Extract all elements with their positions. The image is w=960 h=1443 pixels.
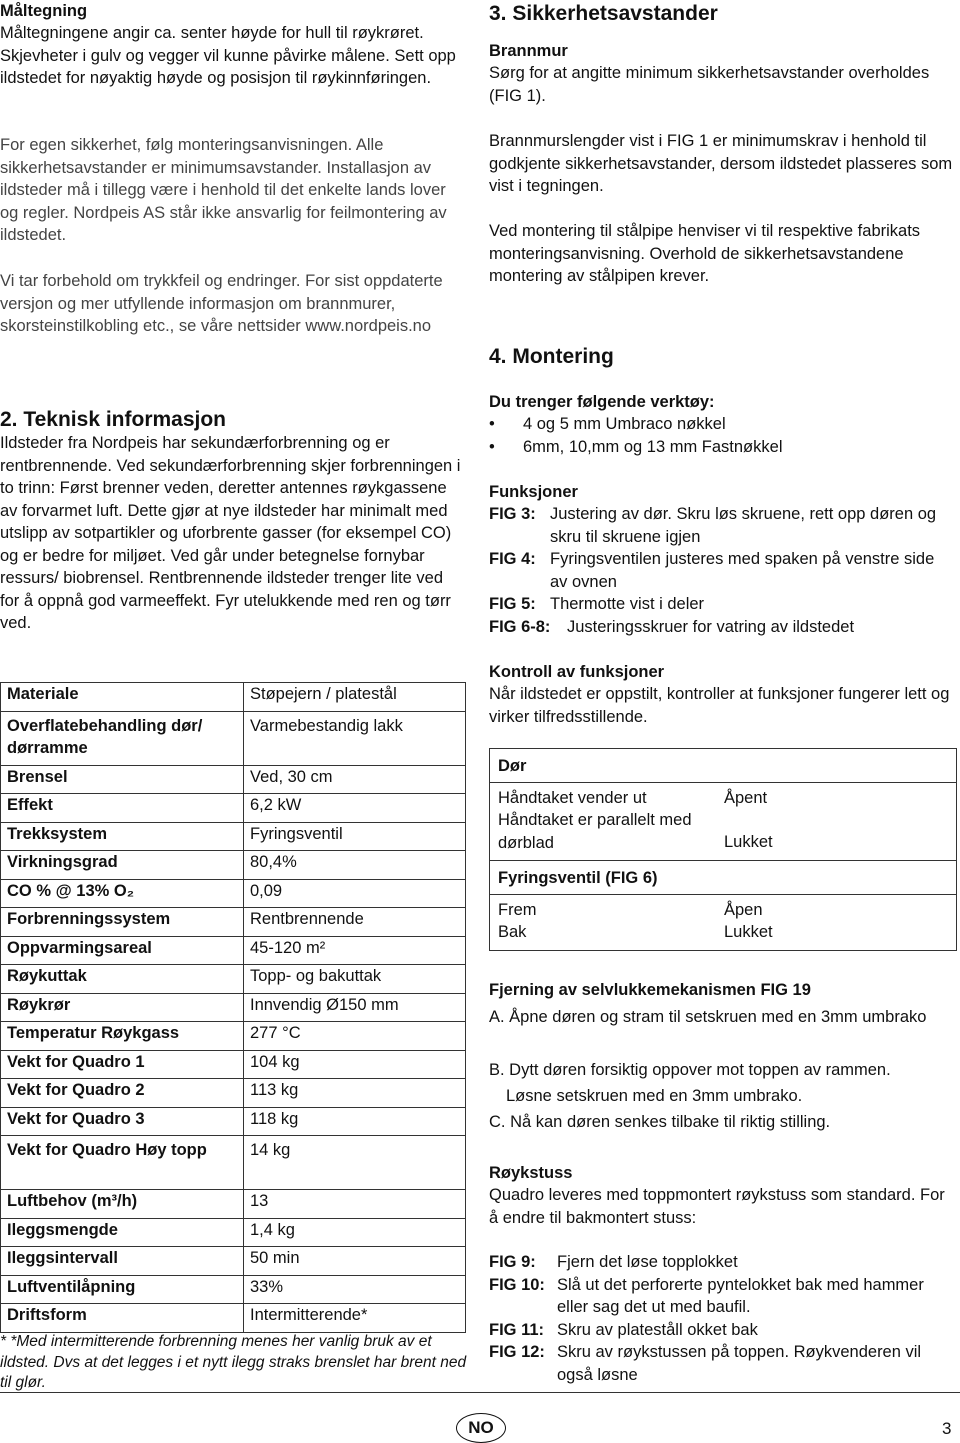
fjerning-a: A. Åpne døren og stram til setskruen med en 3mm umbrako bbox=[489, 1008, 927, 1026]
funksjoner-title: Funksjoner bbox=[489, 483, 578, 501]
valve-right-2: Lukket bbox=[724, 923, 773, 941]
tech-title: 2. Teknisk informasjon bbox=[0, 408, 227, 431]
spec-key: Temperatur Røykgass bbox=[1, 1022, 244, 1051]
door-right-1: Åpent bbox=[724, 788, 768, 807]
bullet-icon: • bbox=[489, 415, 495, 433]
spec-value: Varmebestandig lakk bbox=[244, 711, 466, 765]
royk-title: Røykstuss bbox=[489, 1164, 573, 1182]
reserve-text: Vi tar forbehold om trykkfeil og endringer. For sist oppdaterte versjon og mer utfyllende informasjon om brannmurer, skorsteinstilkobling etc., se våre nettsider www.nordpeis.no bbox=[0, 272, 443, 335]
table-row bbox=[1, 711, 466, 765]
spec-value: 118 kg bbox=[244, 1107, 466, 1136]
maaltegning-text: Måltegningene angir ca. senter høyde for hull til røykrøret. Skjevheter i gulv og vegger vil kunne påvirke målene. Sett opp ildstedet for nøyaktig høyde og posisjon til røykinnføringen. bbox=[0, 24, 456, 87]
table-row bbox=[1, 965, 466, 994]
spec-value: 113 kg bbox=[244, 1079, 466, 1108]
valve-right-1: Åpen bbox=[724, 900, 763, 919]
table-row bbox=[1, 794, 466, 823]
table-row bbox=[1, 1022, 466, 1051]
list-item: FIG 5: Thermotte vist i deler bbox=[489, 595, 705, 613]
list-item: FIG 4: Fyringsventilen justeres med spaken på venstre side av ovnen bbox=[489, 550, 935, 591]
spec-key: Driftsform bbox=[1, 1304, 244, 1333]
table-row bbox=[1, 683, 466, 712]
spec-key: Forbrenningssystem bbox=[1, 908, 244, 937]
table-row bbox=[1, 1275, 466, 1304]
spec-value: Fyringsventil bbox=[244, 822, 466, 851]
spec-value: 1,4 kg bbox=[244, 1218, 466, 1247]
spec-value: 45-120 m² bbox=[244, 936, 466, 965]
table-row bbox=[1, 1107, 466, 1136]
spec-key: Vekt for Quadro 1 bbox=[1, 1050, 244, 1079]
spec-value: 104 kg bbox=[244, 1050, 466, 1079]
table-row bbox=[1, 993, 466, 1022]
table-row bbox=[1, 1190, 466, 1219]
spec-key: Røykrør bbox=[1, 993, 244, 1022]
list-item: • 4 og 5 mm Umbraco nøkkel bbox=[489, 413, 954, 436]
spec-value: Innvendig Ø150 mm bbox=[244, 993, 466, 1022]
spec-key: Oppvarmingsareal bbox=[1, 936, 244, 965]
bullet-icon: • bbox=[489, 437, 495, 456]
spec-key: Trekksystem bbox=[1, 822, 244, 851]
table-row bbox=[1, 1079, 466, 1108]
spec-value: Intermitterende* bbox=[244, 1304, 466, 1333]
spec-value: Ved, 30 cm bbox=[244, 765, 466, 794]
table-row bbox=[1, 822, 466, 851]
list-item: • 6mm, 10,mm og 13 mm Fastnøkkel bbox=[489, 436, 954, 459]
valve-left-2: Bak bbox=[498, 923, 527, 941]
brannmur-title: Brannmur bbox=[489, 42, 568, 60]
list-item: FIG 11: Skru av plateståll okket bak bbox=[489, 1320, 758, 1339]
door-header: Dør bbox=[490, 749, 956, 783]
spec-key: CO % @ 13% O₂ bbox=[1, 879, 244, 908]
spec-key: Vekt for Quadro Høy topp bbox=[1, 1136, 244, 1190]
spec-value: 14 kg bbox=[244, 1136, 466, 1190]
spec-key: Ileggsintervall bbox=[1, 1247, 244, 1276]
table-row bbox=[1, 1218, 466, 1247]
list-item: FIG 9: Fjern det løse topplokket bbox=[489, 1253, 738, 1271]
spec-value: 50 min bbox=[244, 1247, 466, 1276]
tools-title: Du trenger følgende verktøy: bbox=[489, 393, 715, 411]
spec-key: Vekt for Quadro 2 bbox=[1, 1079, 244, 1108]
valve-header: Fyringsventil (FIG 6) bbox=[490, 861, 956, 895]
spec-value: 33% bbox=[244, 1275, 466, 1304]
spec-key: Luftbehov (m³/h) bbox=[1, 1190, 244, 1219]
list-item: FIG 10: Slå ut det perforerte pyntelokket bak med hammer eller sag det ut med baufil. bbox=[489, 1275, 924, 1316]
brannmur-text-3: Ved montering til stålpipe henviser vi til respektive fabrikats monteringsanvisning. Overhold de sikkerhetsavstandene montering av stålpipen krever. bbox=[489, 222, 921, 285]
table-row bbox=[1, 908, 466, 937]
fjerning-b: B. Dytt døren forsiktig oppover mot toppen av rammen. bbox=[489, 1061, 891, 1079]
fjerning-b2: Løsne setskruen med en 3mm umbrako. bbox=[506, 1087, 803, 1105]
footer-divider bbox=[0, 1392, 960, 1393]
spec-key: Overflatebehandling dør/ dørramme bbox=[1, 711, 244, 765]
kontroll-text: Når ildstedet er oppstilt, kontroller at funksjoner fungerer lett og virker tilfredsstillende. bbox=[489, 685, 950, 726]
spec-value: 13 bbox=[244, 1190, 466, 1219]
table-row bbox=[1, 879, 466, 908]
table-row bbox=[1, 936, 466, 965]
spec-key: Virkningsgrad bbox=[1, 851, 244, 880]
spec-value: Rentbrennende bbox=[244, 908, 466, 937]
tech-text: Ildsteder fra Nordpeis har sekundærforbrenning og er rentbrennende. Ved sekundærforbrenning skjer forbrenningen i to trinn: Først brenner veden, deretter antennes røykgassene av forvarmet luft. Dette gjør at nye ildsteder har minimalt med utslipp av sotpartikler og uforbrente gasser (for eksempel CO) og er bedre for miljøet. Ved går under betegnelse fornybar ressurs/ biobrensel. Rentbrennende ildsteder trenger lite ved for å oppnå god varmeeffekt. Fyr utelukkende med ren og tørr ved. bbox=[0, 434, 461, 632]
footnote: * *Med intermitterende forbrenning menes her vanlig bruk av et ildsted. Dvs at det legges i et nytt ilegg straks brenslet har brent ned til glør. bbox=[0, 1333, 467, 1391]
brannmur-text: Sørg for at angitte minimum sikkerhetsavstander overholdes (FIG 1). bbox=[489, 64, 930, 105]
spec-key: Materiale bbox=[1, 683, 244, 712]
spec-value: 6,2 kW bbox=[244, 794, 466, 823]
tools-list bbox=[489, 413, 954, 458]
door-right-2: Lukket bbox=[724, 833, 773, 851]
spec-value: Topp- og bakuttak bbox=[244, 965, 466, 994]
spec-key: Vekt for Quadro 3 bbox=[1, 1107, 244, 1136]
page-number: 3 bbox=[942, 1419, 952, 1438]
royk-text: Quadro leveres med toppmontert røykstuss som standard. For å endre til bakmontert stuss: bbox=[489, 1186, 945, 1227]
table-row bbox=[1, 1247, 466, 1276]
fjerning-c: C. Nå kan døren senkes tilbake til riktig stilling. bbox=[489, 1113, 831, 1131]
royk-figs bbox=[489, 1251, 954, 1386]
table-row bbox=[1, 1050, 466, 1079]
spec-key: Brensel bbox=[1, 765, 244, 794]
door-left: Håndtaket vender ut Håndtaket er parallelt med dørblad bbox=[498, 788, 692, 852]
spec-key: Ileggsmengde bbox=[1, 1218, 244, 1247]
spec-key: Røykuttak bbox=[1, 965, 244, 994]
table-row bbox=[1, 851, 466, 880]
list-item: FIG 6-8: Justeringsskruer for vatring av ildstedet bbox=[489, 617, 855, 636]
door-function-table bbox=[489, 748, 957, 951]
safety-title: 3. Sikkerhetsavstander bbox=[489, 2, 718, 25]
spec-key: Luftventilåpning bbox=[1, 1275, 244, 1304]
spec-value: 80,4% bbox=[244, 851, 466, 880]
kontroll-title: Kontroll av funksjoner bbox=[489, 663, 665, 681]
maaltegning-title: Måltegning bbox=[0, 2, 88, 20]
montering-title: 4. Montering bbox=[489, 345, 614, 368]
spec-value: Støpejern / platestål bbox=[244, 683, 466, 712]
spec-value: 0,09 bbox=[244, 879, 466, 908]
table-row bbox=[1, 765, 466, 794]
spec-value: 277 °C bbox=[244, 1022, 466, 1051]
language-badge: NO bbox=[456, 1413, 506, 1443]
list-item: FIG 12: Skru av røykstussen på toppen. Røykvenderen vil også løsne bbox=[489, 1343, 922, 1384]
table-row bbox=[1, 1304, 466, 1333]
table-row bbox=[1, 1136, 466, 1190]
list-item: FIG 3: Justering av dør. Skru løs skruene, rett opp døren og skru til skruene igjen bbox=[489, 505, 937, 546]
spec-table bbox=[0, 682, 466, 1333]
brannmur-text-2: Brannmurslengder vist i FIG 1 er minimumskrav i henhold til godkjente sikkerhetsavstander, dersom ildstedet plasseres som vist i tegningen. bbox=[489, 132, 953, 195]
valve-left-1: Frem bbox=[498, 900, 537, 919]
funksjoner-list bbox=[489, 503, 954, 638]
safety-text: For egen sikkerhet, følg monteringsanvisningen. Alle sikkerhetsavstander er minimumsavstander. Installasjon av ildsteder må i tillegg være i henhold til det enkelte lands lover og regler. Nordpeis AS står ikke ansvarlig for feilmontering av ildstedet. bbox=[0, 136, 447, 244]
spec-key: Effekt bbox=[1, 794, 244, 823]
fjerning-title: Fjerning av selvlukkemekanismen FIG 19 bbox=[489, 981, 811, 999]
